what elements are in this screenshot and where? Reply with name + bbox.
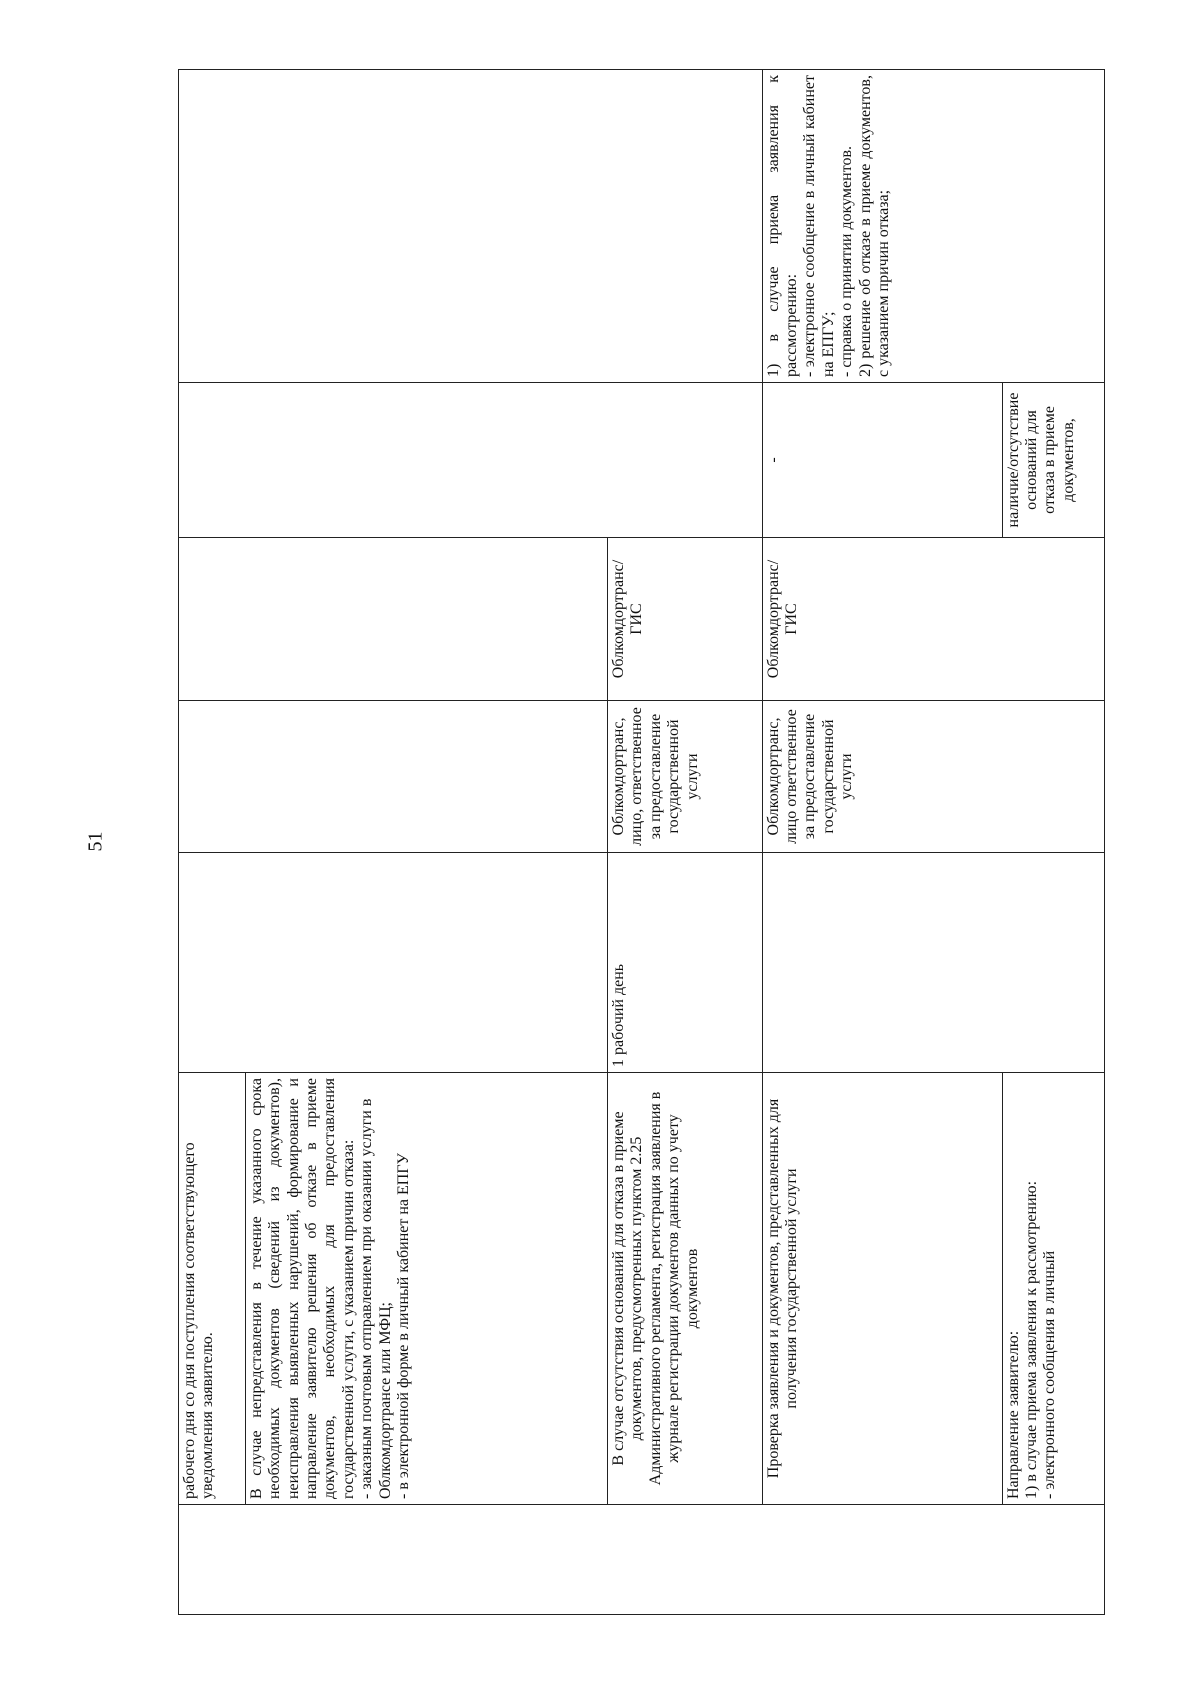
criteria-cell: - [762, 383, 1002, 538]
result-cell [179, 70, 763, 383]
page-number: 51 [84, 831, 107, 852]
term-cell: 1 рабочий день [608, 853, 763, 1073]
responsible-cell: Облкомдортранс, лицо ответственное за предоставление государственной услуги [762, 701, 1104, 853]
action-item: - в электронной форме в личный кабинет на ЕПГУ [394, 1153, 412, 1499]
responsible-cell: Облкомдортранс, лицо, ответственное за предоставление государственной услуги [608, 701, 763, 853]
action-item: 1) в случае приема заявления к рассмотрению: [1023, 1180, 1041, 1499]
criteria-cell: наличие/отсутствие оснований для отказа в приеме документов, [1002, 383, 1104, 538]
result-item: 2) решение об отказе в приеме документов, с указанием причин отказа; [856, 75, 892, 377]
action-cell: В случае отсутствия оснований для отказа в приеме документов, предусмотренных пунктом 2.25 Административного регламента, регистрация заявления в журнале регистрации документов данных по учету документов [608, 1073, 763, 1505]
result-cell [762, 70, 1104, 383]
action-cell: Проверка заявления и документов, представленных для получения государственной услуги [762, 1073, 1002, 1505]
result-item: 1) в случае приема заявления к рассмотрению: [764, 75, 800, 377]
criteria-cell [179, 383, 763, 538]
rotated-table-container [178, 70, 1105, 1615]
place-cell: Облкомдортранс/ ГИС [762, 538, 1104, 701]
action-text: В случае непредставления в течение указанного срока необходимых документов (сведений из документов), неисправления выявленных нарушений, формирование и направление заявителю решения об отказе в приеме документов, необходимых для предоставления государственной услуги, с указанием причин отказа: [247, 1078, 357, 1499]
term-cell [762, 853, 1104, 1073]
procedure-table [178, 69, 1105, 1615]
stage-cell [179, 1505, 1105, 1615]
action-cell: рабочего дня со дня поступления соответствующего уведомления заявителю. [179, 1073, 246, 1505]
responsible-cell [179, 701, 608, 853]
table-row [762, 70, 1002, 1615]
result-item: - справка о принятии документов. [838, 145, 856, 377]
action-item: Направление заявителю: [1004, 1330, 1022, 1499]
action-cell [245, 1073, 607, 1505]
place-cell [179, 538, 608, 701]
action-item: - заказным почтовым отправлением при оказании услуги в Облкомдортрансе или МФЦ; [358, 1098, 394, 1499]
table-row [179, 70, 246, 1615]
action-item: - электронного сообщения в личный [1041, 1250, 1059, 1499]
term-cell [179, 853, 608, 1073]
result-item: - электронное сообщение в личный кабинет на ЕПГУ; [801, 75, 837, 377]
action-cell [1002, 1073, 1104, 1505]
place-cell: Облкомдортранс/ ГИС [608, 538, 763, 701]
